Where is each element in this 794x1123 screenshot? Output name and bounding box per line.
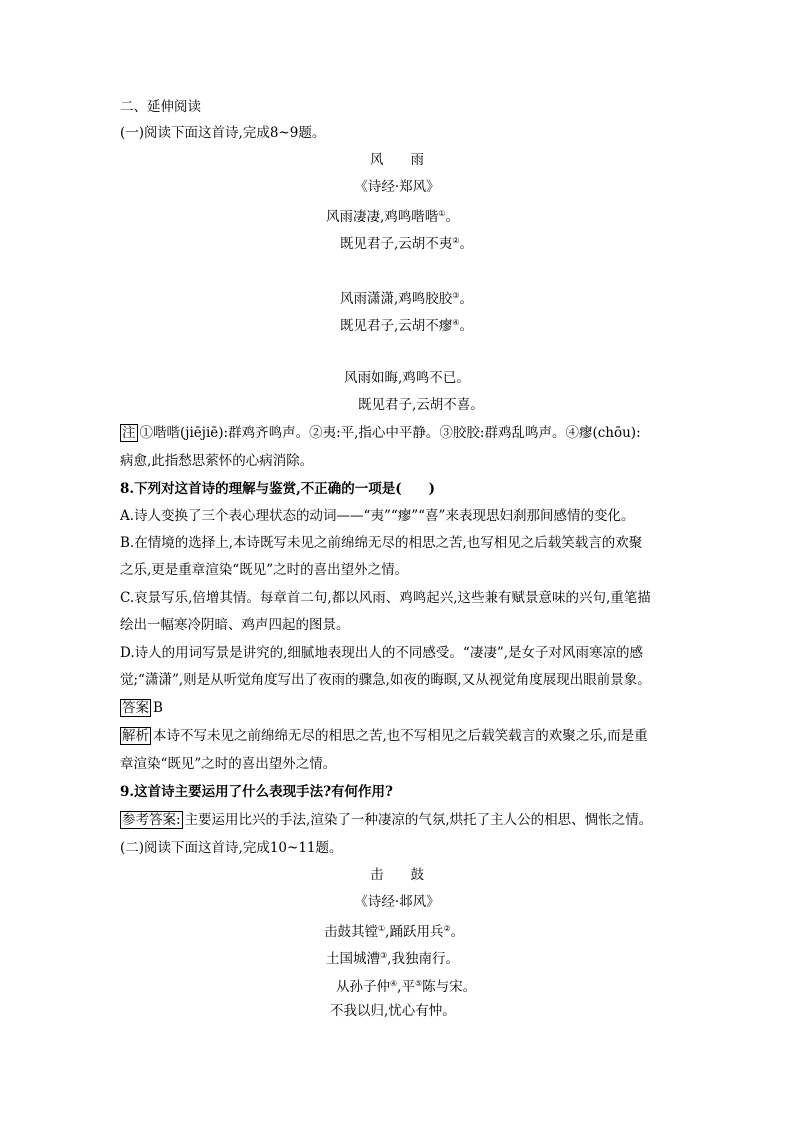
poem-text: 。 [445,209,459,225]
analysis-line [120,727,648,745]
answer-label: 答案 [122,700,149,716]
footnote-mark: ③ [452,291,460,300]
poem1-source: 《诗经·郑风》 [354,179,440,195]
poem-text: 既见君子,云胡不夷 [340,236,453,252]
analysis-text: 本诗不写未见之前绵绵无尽的相思之苦,也不写相见之后载笑载言的欢聚之乐,而是重 [153,728,648,744]
poem2-title: 击 鼓 [370,867,424,883]
option-c-cont: 绘出一幅寒冷阴暗、鸡声四起的图景。 [120,617,350,633]
poem1-line [340,314,473,335]
note-line [120,424,641,442]
poem-text: 风雨潇潇,鸡鸣胶胶 [340,291,453,307]
footnote-mark: ① [378,924,386,933]
section-heading: 二、延伸阅读 [120,99,201,115]
answer-value: B [153,700,163,716]
poem-text: ,踊跃用兵 [385,924,444,940]
question-9: 9.这首诗主要运用了什么表现手法?有何作用? [120,784,393,800]
note-line: 病愈,此指愁思萦怀的心病消除。 [120,453,314,469]
poem1-line: 既见君子,云胡不喜。 [358,397,484,413]
poem-text: 击鼓其镗 [324,924,378,940]
part1-instruction: (一)阅读下面这首诗,完成8~9题。 [120,125,326,141]
poem1-line: 风雨如晦,鸡鸣不已。 [344,370,470,386]
poem-text: 风雨凄凄,鸡鸣喈喈 [326,209,439,225]
footnote-mark: ② [443,924,451,933]
note-text: ①喈喈(jiējiē):群鸡齐鸣声。②夷:平,指心中平静。③胶胶:群鸡乱鸣声。④瘳(chōu): [139,425,641,441]
reference-answer-line [120,811,652,829]
poem-text: 。 [459,318,473,334]
option-b: B.在情境的选择上,本诗既写未见之前绵绵无尽的相思之苦,也写相见之后载笑载言的欢聚 [120,535,643,551]
footnote-mark: ③ [380,951,388,960]
poem-text: 土国城漕 [326,951,380,967]
poem-text: 既见君子,云胡不瘳 [340,318,453,334]
option-d: D.诗人的用词写景是讲究的,细腻地表现出人的不同感受。“凄凄”,是女子对风雨寒凉的感 [120,645,644,661]
poem-text: 。 [459,236,473,252]
footnote-mark: ② [452,236,460,245]
poem-text: 。 [450,924,465,940]
note-label: 注 [122,425,136,441]
footnote-mark: ① [438,209,446,218]
poem-text: ,平 [397,979,415,995]
poem1-title: 风 雨 [370,152,424,168]
poem-text: ,我独南行。 [387,951,459,967]
option-b-cont: 之乐,更是重章渲染“既见”之时的喜出望外之情。 [120,562,409,578]
poem1-line [340,287,473,308]
poem-text: 陈与宋。 [422,979,477,995]
poem2-line [324,920,464,941]
reference-answer-label: 参考答案: [122,812,181,828]
question-8: 8.下列对这首诗的理解与鉴赏,不正确的一项是( ) [120,481,436,497]
option-c: C.哀景写乐,倍增其情。每章首二句,都以风雨、鸡鸣起兴,这些兼有赋景意味的兴句,重笔描 [120,590,651,606]
poem1-line [340,232,473,253]
footnote-mark: ④ [452,318,460,327]
analysis-line-cont: 章渲染“既见”之时的喜出望外之情。 [120,756,337,772]
poem1-line [326,205,459,226]
poem2-source: 《诗经·邶风》 [354,894,440,910]
option-a: A.诗人变换了三个表心理状态的动词——“夷”“瘳”“喜”来表现思妇刹那间感情的变化。 [120,508,635,524]
poem-text: 从孙子仲 [336,979,390,995]
footnote-mark: ⑤ [414,979,423,988]
footnote-mark: ④ [390,979,398,988]
poem-text: 。 [459,291,473,307]
option-d-cont: 觉;“潇潇”,则是从听觉角度写出了夜雨的骤急,如夜的晦暝,又从视觉角度展现出眼前景象。 [120,672,651,688]
analysis-label: 解析 [122,728,149,744]
poem2-line [326,947,459,968]
reference-answer-text: 主要运用比兴的手法,渲染了一种凄凉的气氛,烘托了主人公的相思、惆怅之情。 [184,812,653,828]
poem2-line: 不我以归,忧心有忡。 [330,1003,456,1019]
part2-instruction: (二)阅读下面这首诗,完成10~11题。 [120,840,343,856]
poem2-line [336,975,476,996]
answer-line [120,699,163,717]
